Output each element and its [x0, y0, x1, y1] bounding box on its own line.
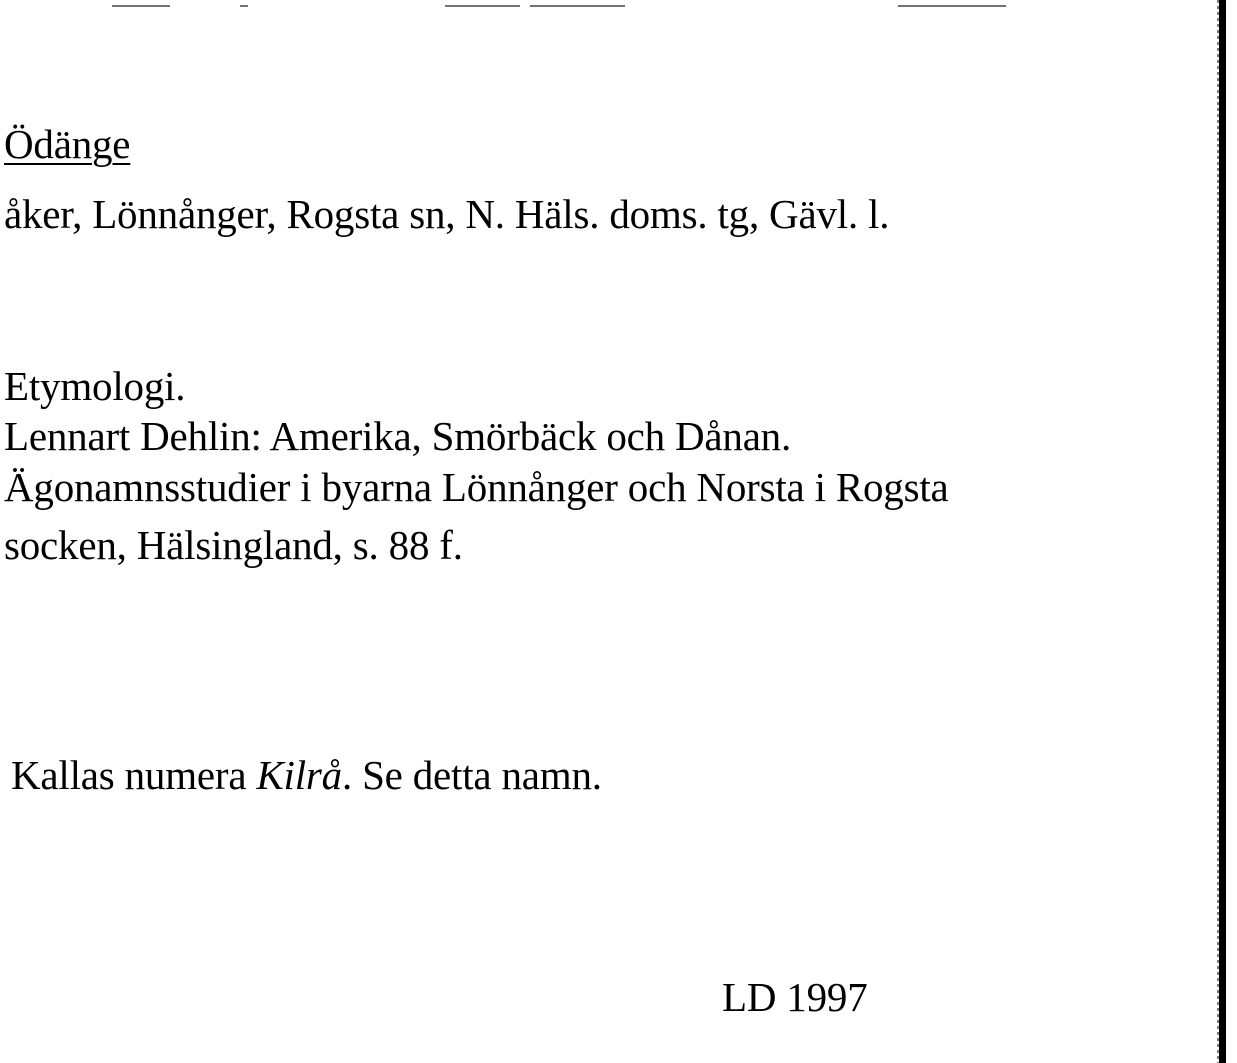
note-suffix: . Se detta namn. — [341, 752, 602, 798]
cross-reference-note — [11, 752, 602, 798]
signature: LD 1997 — [722, 974, 868, 1020]
note-referenced-name: Kilrå — [256, 752, 342, 798]
reference-line-2: Ägonamnsstudier i byarna Lönnånger och Norsta i Rogsta — [4, 464, 949, 510]
location-line: åker, Lönnånger, Rogsta sn, N. Häls. doms. tg, Gävl. l. — [4, 191, 890, 237]
headword: Ödänge — [4, 121, 131, 167]
reference-line-3: socken, Hälsingland, s. 88 f. — [4, 522, 463, 568]
scan-edge-marks — [0, 0, 1237, 12]
reference-line-1: Lennart Dehlin: Amerika, Smörbäck och Dånan. — [4, 413, 792, 459]
card-right-border — [1219, 0, 1226, 1063]
etymology-label: Etymologi. — [4, 363, 186, 409]
note-prefix: Kallas numera — [11, 752, 257, 798]
